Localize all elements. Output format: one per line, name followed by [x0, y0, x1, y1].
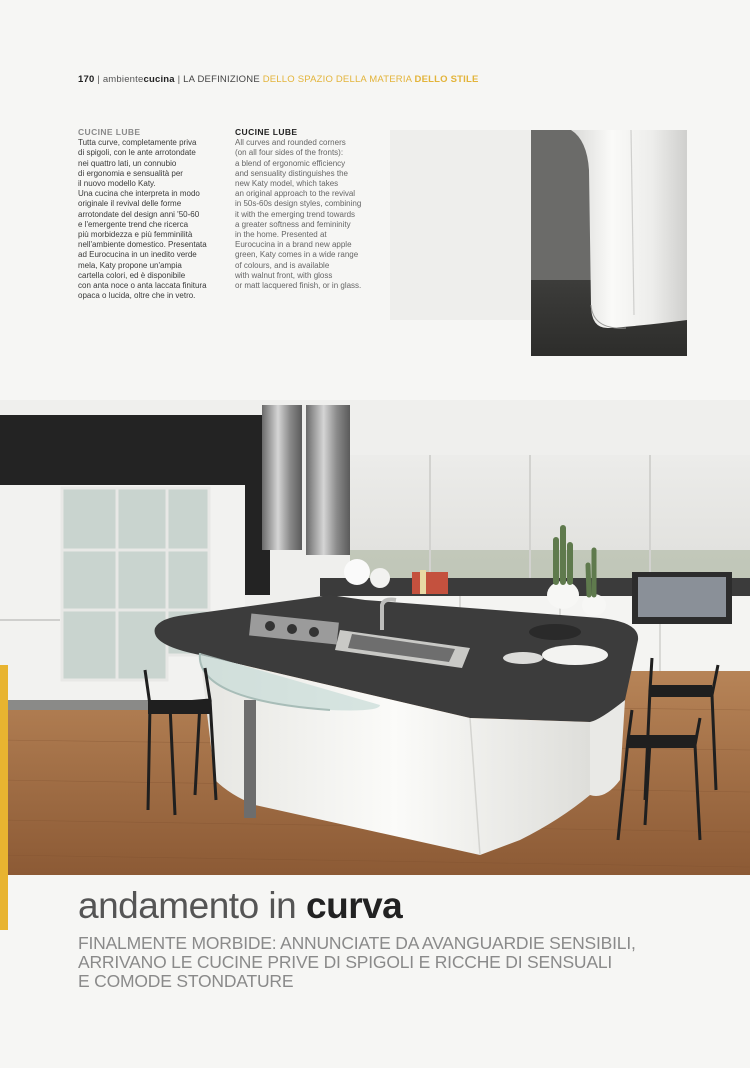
italian-body: Tutta curve, completamente priva di spigoli, con le ante arrotondate nei quattro lati, un connubio di ergonomia e sensualità per il nuovo modello Katy. Una cucina che interpreta in modo originale il revival delle forme arrotondate del design anni '50-60 e l'emergente trend che ricerca più morbidezza e più femminilità nell'ambiente domestico. Presentata ad Eurocucina in un inedito verde mela, Katy propone un'ampia cartella colori, ed è disponibile con anta noce o anta laccata finitura opaca o lucida, oltre che in vetro.: [78, 138, 207, 301]
kitchen-main-photo: [0, 400, 750, 875]
header-divider: |: [97, 74, 103, 85]
page-number: 170: [78, 74, 95, 85]
header-divider: |: [177, 74, 184, 85]
english-text-column: [235, 127, 380, 291]
subhead-line-3: E COMODE STONDATURE: [78, 971, 294, 991]
tagline-gold-bold: DELLO STILE: [414, 74, 479, 85]
faint-background-photo: [390, 130, 531, 320]
cabinet-detail-photo: [531, 130, 687, 356]
english-heading: CUCINE LUBE: [235, 127, 298, 137]
italian-heading: CUCINE LUBE: [78, 127, 141, 137]
subhead-line-2: ARRIVANO LE CUCINE PRIVE DI SPIGOLI E RICCHE DI SENSUALI: [78, 952, 613, 972]
section-name: cucina: [143, 74, 175, 85]
headline-bold: curva: [306, 885, 403, 926]
headline-light: andamento in: [78, 885, 307, 926]
tagline-dark: LA DEFINIZIONE: [183, 74, 263, 85]
section-prefix: ambiente: [102, 74, 144, 85]
subhead-line-1: FINALMENTE MORBIDE: ANNUNCIATE DA AVANGUARDIE SENSIBILI,: [78, 933, 636, 953]
page-header: [78, 74, 478, 85]
italian-text-column: [78, 127, 228, 301]
english-body: All curves and rounded corners (on all four sides of the fronts): a blend of ergonomic efficiency and sensuality distinguishes the new Katy model, which takes an original approach to the revival in 50s-60s design styles, combining it with the emerging trend towards a greater softness and femininity in the home. Presented at Eurocucina in a brand new apple green, Katy comes in a wide range of colours, and is available with walnut front, with gloss or matt lacquered finish, or in glass.: [235, 138, 362, 291]
article-headline: [78, 885, 402, 927]
tagline-gold: DELLO SPAZIO DELLA MATERIA: [262, 74, 415, 85]
article-subhead: [78, 934, 708, 991]
accent-yellow-bar: [0, 665, 8, 930]
